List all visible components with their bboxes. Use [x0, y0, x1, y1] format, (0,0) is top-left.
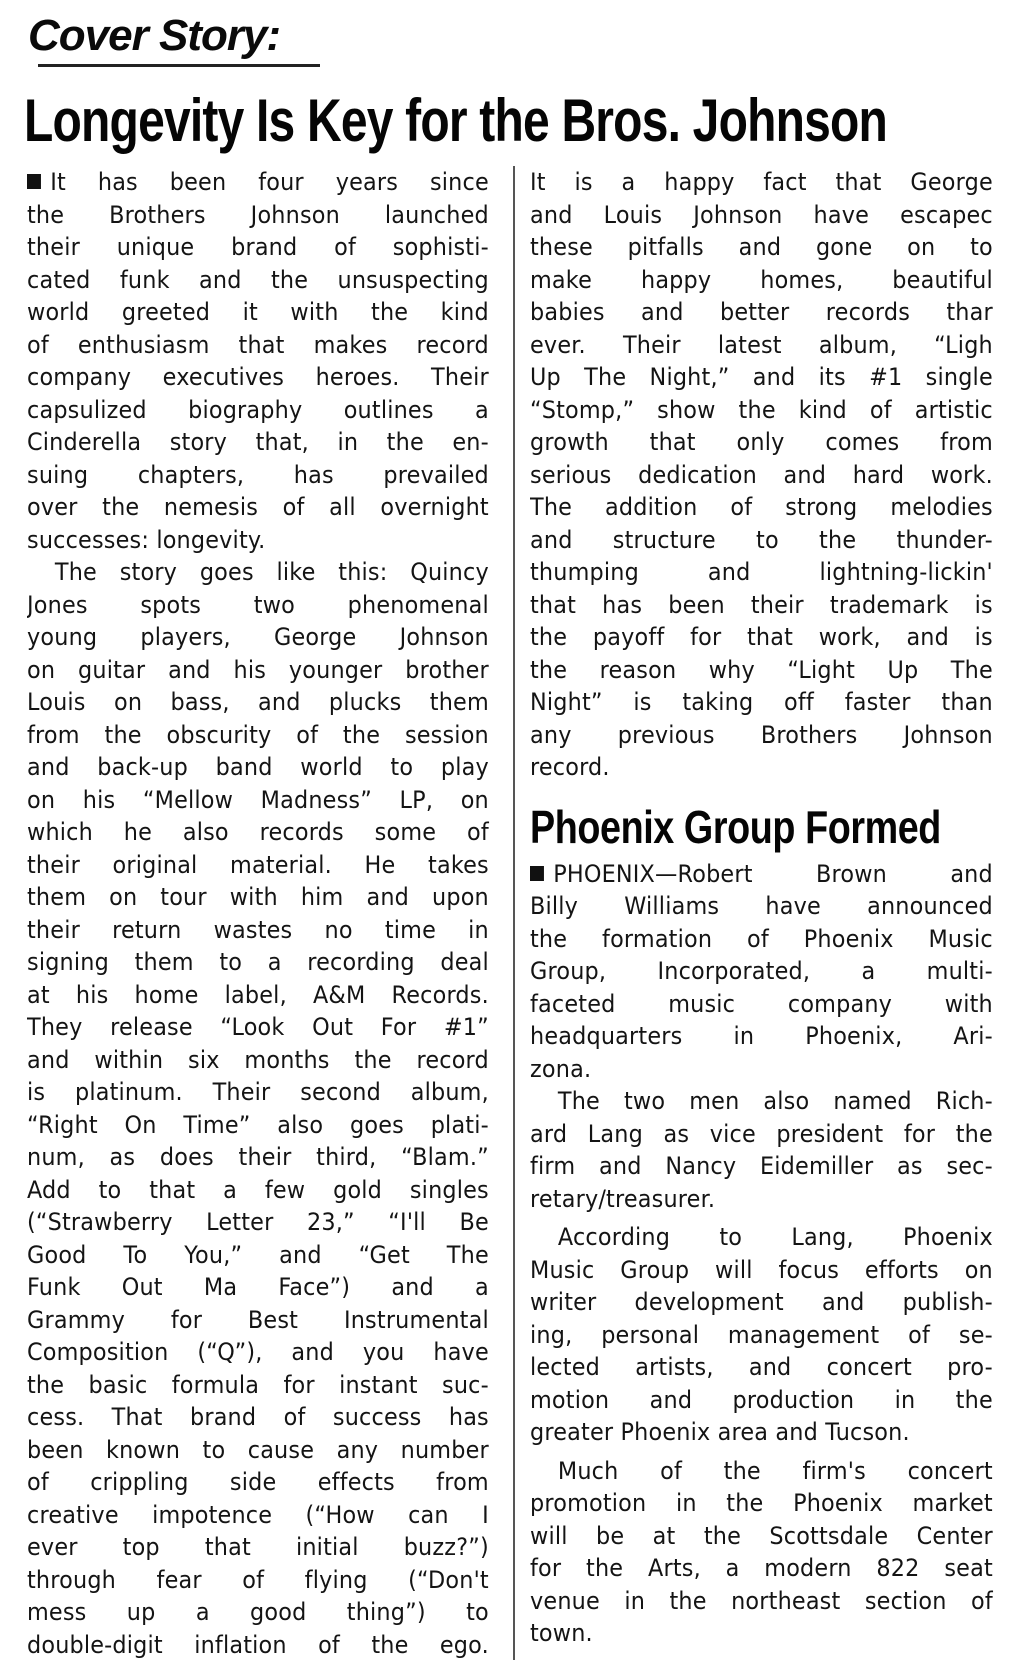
text-line: babies and better records thar	[530, 298, 993, 326]
text-line: from the obscurity of the session	[27, 720, 489, 749]
page-title: Longevity Is Key for the Bros. Johnson	[24, 87, 888, 154]
article-left-column	[27, 166, 489, 1661]
text-line: Funk Out Ma Face”) and a	[27, 1273, 489, 1301]
text-line: the basic formula for instant suc-	[27, 1370, 489, 1399]
text-line: on guitar and his younger brother	[27, 655, 489, 684]
text-line: headquarters in Phoenix, Ari-	[530, 1022, 993, 1050]
text-line	[27, 166, 489, 199]
text-line: successes: longevity.	[27, 525, 266, 554]
text-line: town.	[530, 1619, 593, 1647]
text-line: Louis on bass, and plucks them	[27, 688, 489, 716]
text-line: faceted music company with	[530, 989, 993, 1018]
text-line: “Right On Time” also goes plati-	[27, 1110, 489, 1139]
text-line: Up The Night,” and its #1 single	[530, 363, 993, 391]
text-line: on his “Mellow Madness” LP, on	[27, 785, 489, 814]
text-line: retary/treasurer.	[530, 1184, 716, 1213]
text-line: growth that only comes from	[530, 428, 993, 456]
text-line: the payoff for that work, and is	[530, 623, 993, 651]
text-line: The addition of strong melodies	[530, 493, 993, 521]
text-line: Good To You,” and “Get The	[27, 1240, 489, 1269]
text-line: Jones spots two phenomenal	[27, 590, 489, 619]
text-line: serious dedication and hard work.	[530, 460, 993, 489]
text-line: firm and Nancy Eidemiller as sec-	[530, 1152, 993, 1180]
text-line: zona.	[530, 1054, 592, 1083]
text-line: The two men also named Rich-	[557, 1087, 993, 1115]
text-line: record.	[530, 753, 610, 781]
text-line: make happy homes, beautiful	[530, 265, 993, 294]
text-line: been known to cause any number	[27, 1435, 489, 1464]
text-line: will be at the Scottsdale Center	[530, 1521, 993, 1550]
text-line: and within six months the record	[27, 1045, 489, 1074]
line-text: PHOENIX—Robert Brown and	[553, 859, 993, 888]
text-line: through fear of flying (“Don't	[27, 1565, 489, 1594]
text-line: Grammy for Best Instrumental	[27, 1305, 489, 1334]
text-line: of enthusiasm that makes record	[27, 330, 489, 359]
text-line: Group, Incorporated, a multi-	[530, 957, 993, 985]
text-line: at his home label, A&M Records.	[27, 980, 489, 1009]
text-line: Night” is taking off faster than	[530, 688, 993, 716]
text-line: any previous Brothers Johnson	[530, 720, 993, 749]
text-line: num, as does their third, “Blam.”	[27, 1143, 489, 1171]
line-text: It has been four years since	[50, 168, 489, 196]
text-line: ever. Their latest album, “Ligh	[530, 330, 993, 359]
text-line: double-digit inflation of the ego.	[27, 1630, 489, 1659]
text-line: for the Arts, a modern 822 seat	[530, 1554, 993, 1582]
text-line: Add to that a few gold singles	[27, 1175, 489, 1204]
article2-headline: Phoenix Group Formed	[530, 800, 941, 853]
text-line: ing, personal management of se-	[530, 1320, 993, 1349]
text-line: which he also records some of	[27, 818, 489, 846]
text-line: capsulized biography outlines a	[27, 395, 489, 424]
text-line: world greeted it with the kind	[27, 298, 489, 326]
text-line: Cinderella story that, in the en-	[27, 428, 489, 456]
text-line: them on tour with him and upon	[27, 883, 489, 911]
text-line: creative impotence (“How can I	[27, 1500, 489, 1529]
text-line: promotion in the Phoenix market	[530, 1489, 993, 1517]
text-line: signing them to a recording deal	[27, 948, 489, 976]
text-line: writer development and publish-	[530, 1288, 993, 1316]
column-divider	[513, 166, 515, 1660]
kicker-label: Cover Story:	[28, 11, 281, 60]
kicker-underline	[38, 64, 320, 67]
text-line: young players, George Johnson	[27, 623, 489, 651]
text-line: the reason why “Light Up The	[530, 655, 993, 684]
text-line: their unique brand of sophisti-	[27, 233, 489, 261]
text-line: the formation of Phoenix Music	[530, 924, 993, 953]
text-line: They release “Look Out For #1”	[27, 1013, 489, 1041]
text-line: venue in the northeast section of	[530, 1586, 993, 1615]
text-line: motion and production in the	[530, 1385, 993, 1414]
text-line: and structure to the thunder-	[530, 525, 993, 554]
text-line: these pitfalls and gone on to	[530, 233, 993, 261]
text-line: Music Group will focus efforts on	[530, 1255, 993, 1284]
text-line: over the nemesis of all overnight	[27, 493, 489, 521]
bullet-square-icon	[27, 174, 41, 189]
text-line: cess. That brand of success has	[27, 1403, 489, 1431]
text-line: Composition (“Q”), and you have	[27, 1338, 489, 1366]
text-line: Much of the firm's concert	[557, 1456, 993, 1485]
bullet-square-icon	[530, 866, 544, 881]
text-line: According to Lang, Phoenix	[557, 1223, 993, 1251]
text-line: is platinum. Their second album,	[27, 1078, 489, 1106]
text-line: company executives heroes. Their	[27, 363, 489, 391]
text-line: mess up a good thing”) to	[27, 1598, 489, 1626]
text-line: ard Lang as vice president for the	[530, 1119, 993, 1148]
text-line: ever top that initial buzz?”)	[27, 1533, 489, 1561]
text-line: The story goes like this: Quincy	[54, 558, 489, 586]
text-line: their original material. He takes	[27, 850, 489, 879]
article-right-column	[530, 166, 993, 1650]
text-line	[530, 858, 993, 891]
text-line: of crippling side effects from	[27, 1468, 489, 1496]
text-line: cated funk and the unsuspecting	[27, 265, 489, 294]
text-line: (“Strawberry Letter 23,” “I'll Be	[27, 1208, 489, 1236]
text-line: the Brothers Johnson launched	[27, 200, 489, 229]
text-line: greater Phoenix area and Tucson.	[530, 1418, 910, 1446]
text-line: their return wastes no time in	[27, 915, 489, 944]
text-line: and Louis Johnson have escapec	[530, 200, 993, 229]
text-line: and back-up band world to play	[27, 753, 489, 781]
text-line: suing chapters, has prevailed	[27, 460, 489, 489]
text-line: It is a happy fact that George	[530, 168, 993, 196]
text-line: thumping and lightning-lickin'	[530, 558, 993, 586]
text-line: Billy Williams have announced	[530, 892, 993, 920]
text-line: that has been their trademark is	[530, 590, 993, 619]
text-line: “Stomp,” show the kind of artistic	[530, 395, 993, 424]
text-line: lected artists, and concert pro-	[530, 1353, 993, 1381]
